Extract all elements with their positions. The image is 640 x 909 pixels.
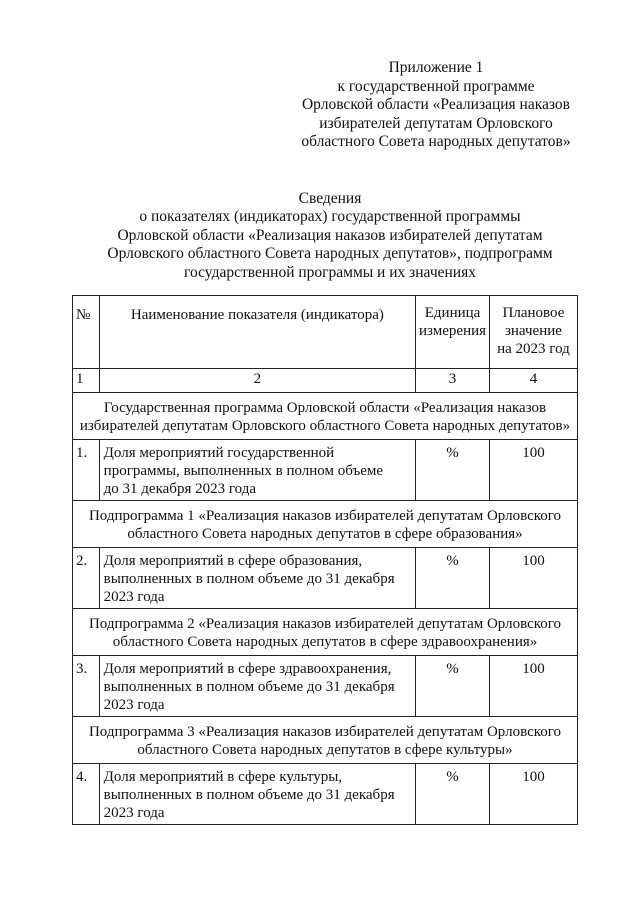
unit-cell: % bbox=[416, 764, 490, 825]
planned-value-cell: 100 bbox=[489, 764, 577, 825]
section-title-line: Подпрограмма 2 «Реализация наказов избирателей депутатам Орловского bbox=[88, 616, 562, 632]
section-title bbox=[73, 609, 578, 656]
section-title bbox=[73, 501, 578, 548]
section-row bbox=[73, 717, 578, 764]
heading-title: Сведения bbox=[298, 190, 362, 207]
table-header-row bbox=[73, 296, 578, 369]
appendix-note bbox=[296, 59, 576, 152]
section-row bbox=[73, 609, 578, 656]
indicator-name-line: 2023 года bbox=[103, 805, 165, 821]
indicator-name bbox=[99, 548, 415, 609]
header-planned-value bbox=[489, 296, 577, 369]
header-plan-line: значение bbox=[504, 323, 562, 339]
header-number: № bbox=[73, 296, 100, 369]
column-number-cell: 3 bbox=[416, 369, 490, 393]
planned-value-cell: 100 bbox=[489, 656, 577, 717]
planned-value-cell: 100 bbox=[489, 548, 577, 609]
row-number: 1. bbox=[73, 440, 100, 501]
heading-line: Орловского областного Совета народных депутатов», подпрограмм bbox=[107, 245, 553, 263]
heading-line: Орловской области «Реализация наказов избирателей депутатам bbox=[117, 226, 543, 244]
appendix-line: к государственной программе bbox=[337, 77, 535, 95]
indicators-table bbox=[72, 295, 578, 825]
row-number: 4. bbox=[73, 764, 100, 825]
header-plan-line: на 2023 год bbox=[497, 341, 570, 357]
section-title-line: областного Совета народных депутатов в сфере культуры» bbox=[137, 742, 513, 758]
indicator-name-line: выполненных в полном объеме до 31 декабря bbox=[103, 571, 395, 587]
appendix-line: избирателей депутатам Орловского bbox=[319, 114, 553, 132]
row-number: 2. bbox=[73, 548, 100, 609]
indicator-name-line: Доля мероприятий в сфере здравоохранения, bbox=[103, 661, 392, 677]
heading-line: государственной программы и их значениях bbox=[184, 263, 476, 281]
header-unit-line: Единица bbox=[424, 305, 481, 321]
column-number-cell: 4 bbox=[489, 369, 577, 393]
planned-value-cell: 100 bbox=[489, 440, 577, 501]
indicator-name-line: до 31 декабря 2023 года bbox=[103, 481, 256, 497]
unit-cell: % bbox=[416, 548, 490, 609]
indicator-name-line: 2023 года bbox=[103, 697, 165, 713]
indicator-name-line: 2023 года bbox=[103, 589, 165, 605]
section-title-line: Государственная программа Орловской области «Реализация наказов bbox=[103, 400, 547, 416]
indicator-name-line: программы, выполненных в полном объеме bbox=[103, 463, 384, 479]
unit-cell: % bbox=[416, 656, 490, 717]
table-row bbox=[73, 548, 578, 609]
indicator-name bbox=[99, 440, 415, 501]
appendix-line: Орловской области «Реализация наказов bbox=[301, 96, 570, 114]
unit-cell: % bbox=[416, 440, 490, 501]
indicator-name bbox=[99, 656, 415, 717]
section-title-line: избирателей депутатам Орловского областного Совета народных депутатов» bbox=[79, 418, 571, 434]
header-unit-line: измерения bbox=[419, 323, 487, 339]
column-number-row bbox=[73, 369, 578, 393]
section-title bbox=[73, 717, 578, 764]
heading-line: о показателях (индикаторах) государственной программы bbox=[139, 208, 521, 226]
appendix-line: Приложение 1 bbox=[388, 59, 484, 76]
section-title-line: областного Совета народных депутатов в сфере образования» bbox=[127, 526, 523, 542]
indicator-name bbox=[99, 764, 415, 825]
indicator-name-line: Доля мероприятий в сфере культуры, bbox=[103, 769, 343, 785]
table-row bbox=[73, 440, 578, 501]
indicator-name-line: выполненных в полном объеме до 31 декабря bbox=[103, 787, 395, 803]
section-title-line: Подпрограмма 1 «Реализация наказов избирателей депутатам Орловского bbox=[88, 508, 562, 524]
header-unit bbox=[416, 296, 490, 369]
indicator-name-line: Доля мероприятий государственной bbox=[103, 445, 335, 461]
table-row bbox=[73, 764, 578, 825]
table-row bbox=[73, 656, 578, 717]
column-number-cell: 2 bbox=[99, 369, 415, 393]
section-title-line: областного Совета народных депутатов в сфере здравоохранения» bbox=[112, 634, 538, 650]
document-heading bbox=[70, 190, 590, 282]
header-indicator-name: Наименование показателя (индикатора) bbox=[99, 296, 415, 369]
row-number: 3. bbox=[73, 656, 100, 717]
appendix-line: областного Совета народных депутатов» bbox=[301, 133, 571, 151]
header-plan-line: Плановое bbox=[502, 305, 565, 321]
section-row bbox=[73, 501, 578, 548]
column-number-cell: 1 bbox=[73, 369, 100, 393]
section-row bbox=[73, 393, 578, 440]
section-title bbox=[73, 393, 578, 440]
section-title-line: Подпрограмма 3 «Реализация наказов избирателей депутатам Орловского bbox=[88, 724, 562, 740]
indicator-name-line: выполненных в полном объеме до 31 декабря bbox=[103, 679, 395, 695]
indicator-name-line: Доля мероприятий в сфере образования, bbox=[103, 553, 363, 569]
